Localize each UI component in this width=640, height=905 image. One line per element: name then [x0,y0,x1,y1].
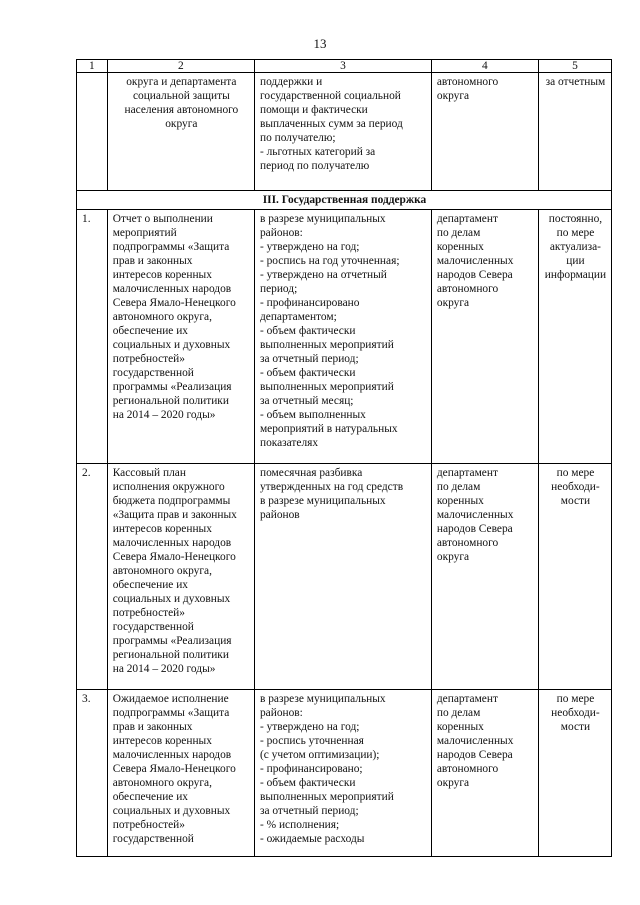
text-line: малочисленных народов [112,283,232,295]
text-line: - утверждено на отчетный [259,269,387,281]
text-line: социальных и духовных [112,593,231,605]
text-line: - утверждено на год; [259,721,360,733]
text-line: за отчетный период; [259,353,359,365]
text-line: народов Севера [436,749,513,761]
row-number: 2. [77,464,108,690]
table-header-row [77,60,612,73]
text-line: постоянно, [548,213,603,225]
text-line: (с учетом оптимизации); [259,749,380,761]
text-line: коренных [436,241,484,253]
text-line: - роспись на год уточненная; [259,255,400,267]
text-line: мероприятий [112,227,177,239]
text-line: автономного округа, [112,311,212,323]
text-line: - объем фактически [259,367,356,379]
text-line: по мере [556,693,595,705]
header-col-3: 3 [254,60,431,73]
header-col-2: 2 [107,60,254,73]
text-line: автономного округа, [112,565,212,577]
text-line: подпрограммы «Защита [112,707,230,719]
text-line: населения автономного [124,104,239,116]
text-line: районов: [259,707,303,719]
report-name [107,210,254,464]
text-line: информации [544,269,607,281]
text-line: Кассовый план [112,467,186,479]
text-line: - льготных категорий за [259,146,376,158]
text-line: округа [436,777,470,789]
text-line: Севера Ямало-Ненецкого [112,763,236,775]
text-line: выполненных мероприятий [259,791,394,803]
text-line: по получателю; [259,132,336,144]
text-line: округа [436,551,470,563]
report-frequency [538,210,611,464]
text-line: обеспечение их [112,579,188,591]
text-line: по делам [436,481,481,493]
text-line: департамент [436,467,498,479]
text-line: - объем фактически [259,777,356,789]
text-line: коренных [436,495,484,507]
text-line: прав и законных [112,255,193,267]
text-line: потребностей» [112,607,185,619]
text-line: - роспись уточненная [259,735,364,747]
text-line: за отчетный месяц; [259,395,354,407]
text-line: актуализа- [549,241,601,253]
text-line: государственной [112,621,194,633]
text-line: показателях [259,437,319,449]
continuation-col-3 [254,73,431,191]
text-line: районов: [259,227,303,239]
text-line: бюджета подпрограммы [112,495,231,507]
text-line: подпрограммы «Защита [112,241,230,253]
text-line: департамент [436,693,498,705]
text-line: программы «Реализация [112,381,232,393]
text-line: коренных [436,721,484,733]
text-line: интересов коренных [112,735,212,747]
table-row [77,690,612,857]
report-name [107,690,254,857]
text-line: социальной защиты [132,90,230,102]
text-line: автономного [436,537,499,549]
text-line: государственной социальной [259,90,401,102]
row-number: 1. [77,210,108,464]
report-contents [254,464,431,690]
text-line: в разрезе муниципальных [259,213,386,225]
text-line: по мере [556,467,595,479]
text-line: Севера Ямало-Ненецкого [112,551,236,563]
text-line: интересов коренных [112,269,212,281]
responsible-department [431,464,538,690]
text-line: народов Севера [436,523,513,535]
text-line: Севера Ямало-Ненецкого [112,297,236,309]
text-line: ции [566,255,585,267]
text-line: - профинансировано [259,297,360,309]
text-line: в разрезе муниципальных [259,495,386,507]
text-line: потребностей» [112,819,185,831]
text-line: - профинансировано; [259,763,363,775]
text-line: в разрезе муниципальных [259,693,386,705]
continuation-col-4 [431,73,538,191]
report-contents [254,690,431,857]
text-line: по делам [436,227,481,239]
reporting-table [76,59,612,857]
section-title: III. Государственная поддержка [77,191,612,210]
text-line: автономного округа, [112,777,212,789]
header-col-1: 1 [77,60,108,73]
text-line: интересов коренных [112,523,212,535]
text-line: поддержки и [259,76,323,88]
text-line: потребностей» [112,353,185,365]
text-line: помощи и фактически [259,104,368,116]
text-line: - % исполнения; [259,819,340,831]
continuation-num [77,73,108,191]
text-line: выполненных мероприятий [259,381,394,393]
text-line: автономного [436,763,499,775]
text-line: малочисленных народов [112,537,232,549]
text-line: на 2014 – 2020 годы» [112,663,216,675]
text-line: прав и законных [112,721,193,733]
text-line: департамент [436,213,498,225]
report-frequency [538,690,611,857]
report-frequency [538,464,611,690]
table-row [77,464,612,690]
table-row [77,210,612,464]
text-line: малочисленных [436,255,514,267]
header-col-4: 4 [431,60,538,73]
text-line: на 2014 – 2020 годы» [112,409,216,421]
text-line: по мере [556,227,595,239]
continuation-col-2 [107,73,254,191]
text-line: малочисленных народов [112,749,232,761]
text-line: мости [560,495,591,507]
report-name [107,464,254,690]
text-line: - утверждено на год; [259,241,360,253]
text-line: за отчетным [545,76,606,88]
text-line: выполненных мероприятий [259,339,394,351]
report-contents [254,210,431,464]
text-line: помесячная разбивка [259,467,363,479]
text-line: малочисленных [436,509,514,521]
text-line: - объем выполненных [259,409,366,421]
header-col-5: 5 [538,60,611,73]
text-line: обеспечение их [112,791,188,803]
responsible-department [431,690,538,857]
text-line: программы «Реализация [112,635,232,647]
text-line: период; [259,283,298,295]
text-line: за отчетный период; [259,805,359,817]
text-line: утвержденных на год средств [259,481,404,493]
text-line: округа и департамента [126,76,237,88]
responsible-department [431,210,538,464]
text-line: исполнения окружного [112,481,225,493]
text-line: малочисленных [436,735,514,747]
text-line: округа [436,90,470,102]
section-row [77,191,612,210]
text-line: государственной [112,833,194,845]
text-line: народов Севера [436,269,513,281]
text-line: - объем фактически [259,325,356,337]
text-line: округа [165,118,198,130]
text-line: - ожидаемые расходы [259,833,365,845]
text-line: необходи- [551,707,600,719]
row-number: 3. [77,690,108,857]
text-line: социальных и духовных [112,339,231,351]
text-line: Отчет о выполнении [112,213,213,225]
text-line: государственной [112,367,194,379]
text-line: автономного [436,283,499,295]
text-line: округа [436,297,470,309]
text-line: районов [259,509,300,521]
text-line: социальных и духовных [112,805,231,817]
text-line: мероприятий в натуральных [259,423,398,435]
text-line: мости [560,721,591,733]
text-line: «Защита прав и законных [112,509,237,521]
continuation-row [77,73,612,191]
text-line: автономного [436,76,499,88]
text-line: период по получателю [259,160,370,172]
text-line: по делам [436,707,481,719]
text-line: необходи- [551,481,600,493]
text-line: выплаченных сумм за период [259,118,403,130]
text-line: региональной политики [112,649,229,661]
text-line: обеспечение их [112,325,188,337]
text-line: Ожидаемое исполнение [112,693,229,705]
text-line: департаментом; [259,311,337,323]
continuation-col-5 [538,73,611,191]
text-line: региональной политики [112,395,229,407]
page-number: 13 [313,36,327,51]
